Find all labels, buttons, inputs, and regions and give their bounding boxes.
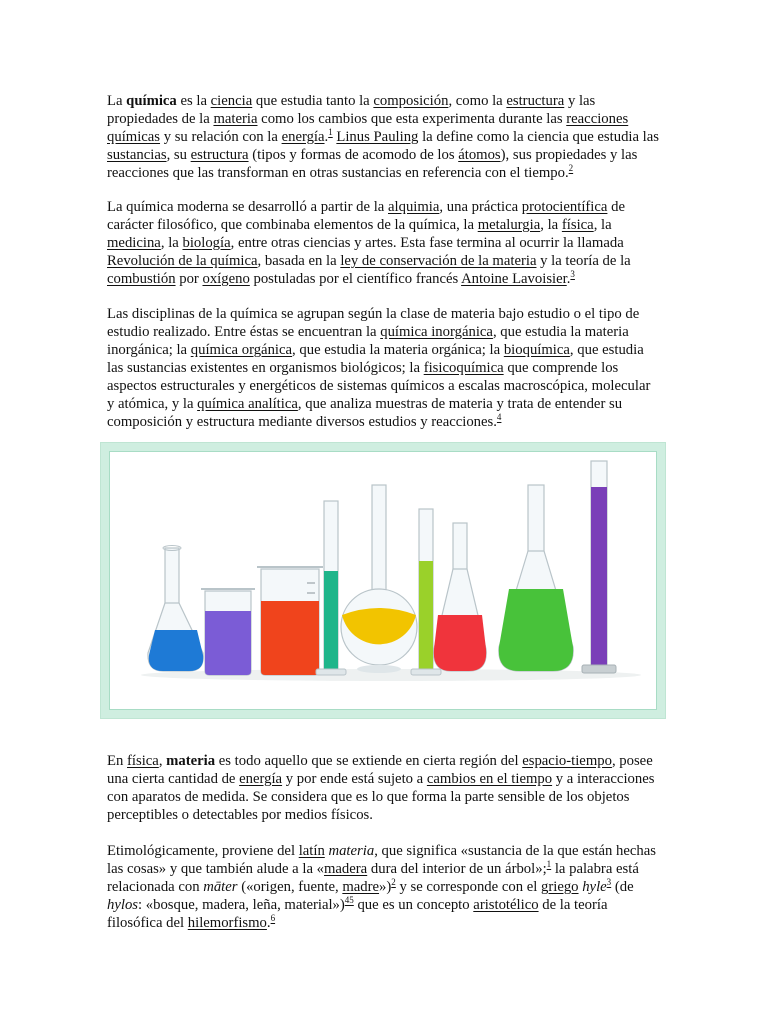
text: y la teoría de la <box>536 253 631 269</box>
text: , la <box>160 235 183 251</box>
liquid <box>324 571 338 669</box>
text: . <box>324 129 329 145</box>
link-quimica-inorganica[interactable]: química inorgánica <box>380 324 493 340</box>
liquid <box>499 589 573 671</box>
text: La química moderna se desarrolló a partir de la <box>107 199 388 215</box>
ref-6[interactable]: 6 <box>270 913 276 923</box>
cylinder-purple <box>582 461 616 673</box>
link-fisica-2[interactable]: física <box>127 753 159 769</box>
cylinder-teal <box>316 501 346 675</box>
text: , que significa «sustancia de la que están hechas las cosas» y que también alude a la « <box>107 843 657 877</box>
text: de carácter filosófico, que combinaba elementos de la química, la <box>107 199 625 233</box>
text: («origen, fuente, <box>237 879 343 895</box>
text: la palabra está relacionada con <box>107 861 639 895</box>
link-energia-2[interactable]: energía <box>239 771 283 787</box>
link-metalurgia[interactable]: metalurgia <box>477 217 541 233</box>
link-ley-conservacion[interactable]: ley de conservación de la materia <box>340 253 537 269</box>
paragraph-historia <box>107 198 659 288</box>
text: y a interacciones con aparatos de medida. Se considera que es lo que forma la parte sensible de los objetos perceptibles o detectables por medios físicos. <box>107 771 655 823</box>
link-madera[interactable]: madera <box>323 861 368 877</box>
text: postuladas por el científico francés <box>249 271 462 287</box>
text: , <box>158 753 167 769</box>
flask-blue <box>148 546 203 672</box>
text: . <box>566 271 571 287</box>
link-espacio-tiempo[interactable]: espacio-tiempo <box>522 753 612 769</box>
ref-2b[interactable]: 2 <box>391 877 396 887</box>
link-biologia[interactable]: biología <box>182 235 231 251</box>
term-mater: māter <box>203 879 238 895</box>
text: que comprende los aspectos estructurales y energéticos de sistemas químicos a escalas macroscópica, molecular y atómica, y la <box>107 360 651 412</box>
link-reacciones-quimicas[interactable]: reacciones químicas <box>107 111 629 145</box>
liquid <box>205 611 251 675</box>
text: , entre otras ciencias y artes. Esta fase termina al ocurrir la llamada <box>230 235 624 251</box>
link-ciencia[interactable]: ciencia <box>210 93 253 109</box>
paragraph-materia-fisica <box>107 752 659 824</box>
link-revolucion-quimica[interactable]: Revolución de la química <box>107 253 258 269</box>
text: La <box>107 93 127 109</box>
paragraph-etimologia <box>107 842 659 932</box>
link-combustion[interactable]: combustión <box>107 271 176 287</box>
link-antoine-lavoisier[interactable]: Antoine Lavoisier <box>461 271 567 287</box>
link-hilemorfismo[interactable]: hilemorfismo <box>187 915 267 931</box>
link-aristotelico[interactable]: aristotélico <box>473 897 539 913</box>
text: como los cambios que esta experimenta durante las <box>257 111 567 127</box>
link-sustancias[interactable]: sustancias <box>107 147 167 163</box>
link-linus-pauling[interactable]: Linus Pauling <box>336 129 419 145</box>
text: , basada en la <box>257 253 341 269</box>
link-latin[interactable]: latín <box>298 843 325 859</box>
link-atomos[interactable]: átomos <box>458 147 501 163</box>
text: la define como la ciencia que estudia las <box>418 129 659 145</box>
text: , posee una cierta cantidad de <box>107 753 653 787</box>
link-oxigeno[interactable]: oxígeno <box>202 271 250 287</box>
liquid <box>149 630 203 671</box>
link-fisicoquimica[interactable]: fisicoquímica <box>423 360 504 376</box>
term-materia-latin: materia <box>328 843 375 859</box>
link-energia[interactable]: energía <box>281 129 325 145</box>
flask-green <box>499 485 573 671</box>
ref-45[interactable]: 45 <box>344 895 354 905</box>
liquid <box>591 487 607 667</box>
text: (de <box>611 879 634 895</box>
link-composicion[interactable]: composición <box>373 93 449 109</box>
text: , que estudia la materia inorgánica; la <box>107 324 629 358</box>
link-griego[interactable]: griego <box>541 879 579 895</box>
text: y por ende está sujeto a <box>282 771 427 787</box>
term-hylos: hylos <box>107 897 139 913</box>
text: . <box>266 915 271 931</box>
text: , su <box>166 147 191 163</box>
term-materia: materia <box>166 753 216 769</box>
text: dura del interior de un árbol»; <box>367 861 547 877</box>
text: , una práctica <box>439 199 522 215</box>
liquid <box>434 615 486 671</box>
term-quimica: química <box>126 93 177 109</box>
link-estructura-2[interactable]: estructura <box>190 147 249 163</box>
link-quimica-analitica[interactable]: química analítica <box>197 396 298 412</box>
text: , la <box>540 217 562 233</box>
ref-2[interactable]: 2 <box>568 163 574 173</box>
text: , como la <box>448 93 507 109</box>
beaker-orange <box>257 567 323 675</box>
link-bioquimica[interactable]: bioquímica <box>503 342 570 358</box>
text: y las propiedades de la <box>107 93 596 127</box>
text: y su relación con la <box>160 129 282 145</box>
text: ), sus propiedades y las reacciones que las transforman en otras sustancias en referencia con el tiempo. <box>107 147 638 181</box>
link-alquimia[interactable]: alquimia <box>388 199 440 215</box>
link-fisica[interactable]: física <box>561 217 594 233</box>
text: Las disciplinas de la química se agrupan según la clase de materia bajo estudio o el tipo de estudio realizado. Entre éstas se encuentran la <box>107 306 640 340</box>
link-protocientifica[interactable]: protocientífica <box>521 199 608 215</box>
link-cambios-en-el-tiempo[interactable]: cambios en el tiempo <box>426 771 553 787</box>
ref-1b[interactable]: 1 <box>546 859 552 869</box>
text: que estudia tanto la <box>252 93 374 109</box>
text: En <box>107 753 127 769</box>
text: ») <box>379 879 392 895</box>
text: , que analiza muestras de materia y trata de entender su composición y estructura mediante diversos estudios y reacciones. <box>107 396 623 430</box>
flask-red <box>434 523 486 671</box>
link-materia[interactable]: materia <box>213 111 258 127</box>
text: es la <box>176 93 211 109</box>
text: (tipos y formas de acomodo de los <box>248 147 459 163</box>
lab-glassware-image <box>100 442 666 719</box>
ref-1[interactable]: 1 <box>328 127 333 137</box>
flask-yellow <box>341 485 417 673</box>
paragraph-disciplinas <box>107 305 659 431</box>
liquid <box>419 561 433 669</box>
text: de la teoría filosófica del <box>107 897 608 931</box>
text: : «bosque, madera, leña, material») <box>138 897 345 913</box>
link-medicina[interactable]: medicina <box>107 235 161 251</box>
beaker-purple <box>201 589 255 675</box>
link-estructura[interactable]: estructura <box>506 93 565 109</box>
text: , la <box>593 217 612 233</box>
link-quimica-organica[interactable]: química orgánica <box>190 342 293 358</box>
ref-3b[interactable]: 3 <box>606 877 612 887</box>
text: por <box>175 271 203 287</box>
ref-4[interactable]: 4 <box>496 412 502 422</box>
glassware-illustration <box>101 443 667 720</box>
text: que es un concepto <box>353 897 474 913</box>
term-hyle: hyle <box>582 879 607 895</box>
text: , que estudia las sustancias existentes en organismos biológicos; la <box>107 342 644 376</box>
ref-3[interactable]: 3 <box>570 269 575 279</box>
text: es todo aquello que se extiende en cierta región del <box>215 753 523 769</box>
paragraph-quimica-definition <box>107 92 659 182</box>
link-madre[interactable]: madre <box>342 879 380 895</box>
liquid <box>261 601 319 675</box>
text: y se corresponde con el <box>395 879 541 895</box>
text: , que estudia la materia orgánica; la <box>292 342 504 358</box>
text: Etimológicamente, proviene del <box>107 843 299 859</box>
